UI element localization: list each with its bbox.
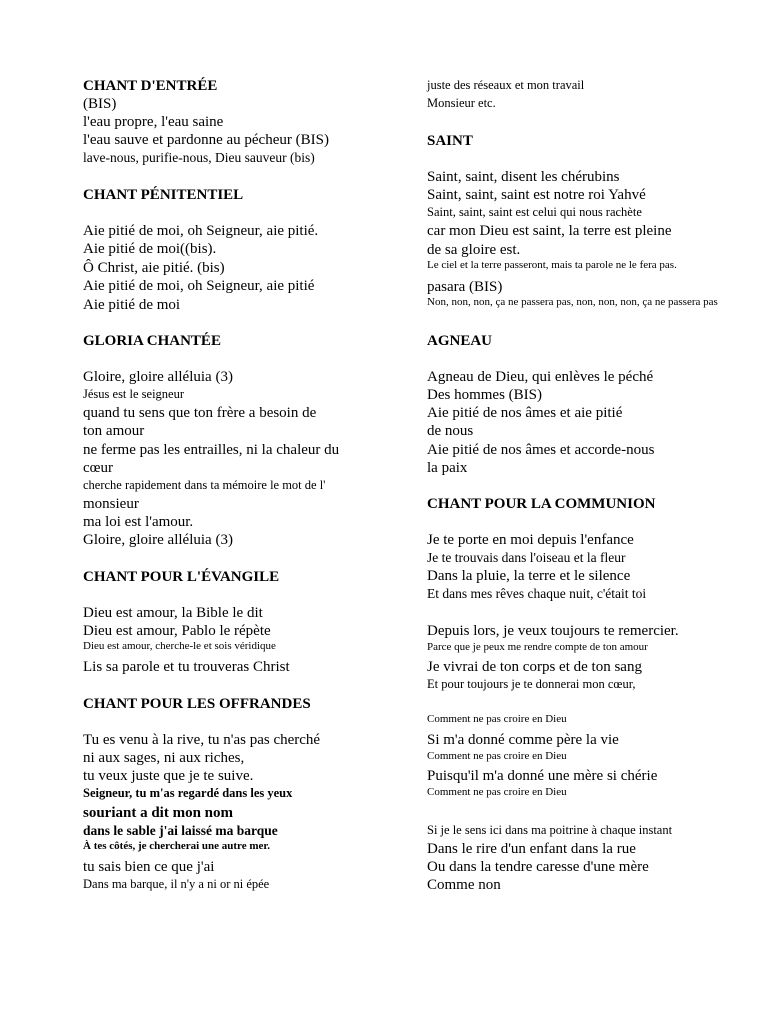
section-title-offrandes: CHANT POUR LES OFFRANDES xyxy=(83,696,311,712)
lyric-line: Gloire, gloire alléluia (3) xyxy=(83,532,233,548)
lyric-line: Seigneur, tu m'as regardé dans les yeux xyxy=(83,786,293,800)
lyric-line: cherche rapidement dans ta mémoire le mot de l' xyxy=(83,478,326,492)
lyric-line: l'eau sauve et pardonne au pécheur (BIS) xyxy=(83,132,329,148)
lyric-line: Aie pitié de moi xyxy=(83,297,181,313)
lyric-line: Dans ma barque, il n'y a ni or ni épée xyxy=(83,877,270,891)
lyric-line: ma loi est l'amour. xyxy=(83,514,194,530)
lyric-line: Jésus est le seigneur xyxy=(83,387,185,401)
lyric-line: ton amour xyxy=(83,423,145,439)
lyric-line: car mon Dieu est saint, la terre est pleine xyxy=(427,223,672,239)
lyric-line: Et dans mes rêves chaque nuit, c'était toi xyxy=(427,586,647,601)
lyric-line: Des hommes (BIS) xyxy=(427,387,542,403)
lyric-line: monsieur xyxy=(83,496,139,512)
lyric-line: souriant a dit mon nom xyxy=(83,805,234,821)
lyric-line: Si m'a donné comme père la vie xyxy=(427,732,619,748)
lyric-line: tu sais bien ce que j'ai xyxy=(83,859,215,875)
lyric-line: Et pour toujours je te donnerai mon cœur, xyxy=(427,677,636,691)
lyric-line: Je te trouvais dans l'oiseau et la fleur xyxy=(427,550,626,565)
lyric-line: Aie pitié de nos âmes et aie pitié xyxy=(427,405,623,421)
lyric-line: Dieu est amour, cherche-le et sois véridique xyxy=(83,640,276,652)
lyric-line: cœur xyxy=(83,460,113,476)
lyric-line: tu veux juste que je te suive. xyxy=(83,768,254,784)
lyric-line: Monsieur etc. xyxy=(427,96,496,110)
lyric-line: Le ciel et la terre passeront, mais ta parole ne le fera pas. xyxy=(427,259,677,271)
lyric-line: Ô Christ, aie pitié. (bis) xyxy=(83,260,225,276)
lyric-line: Je vivrai de ton corps et de ton sang xyxy=(427,659,642,675)
lyric-line: la paix xyxy=(427,460,468,476)
lyric-line: Dans le rire d'un enfant dans la rue xyxy=(427,841,636,857)
lyric-line: Aie pitié de nos âmes et accorde-nous xyxy=(427,442,655,458)
lyric-line: Saint, saint, disent les chérubins xyxy=(427,169,620,185)
lyric-line: Je te porte en moi depuis l'enfance xyxy=(427,532,634,548)
lyric-line: ni aux sages, ni aux riches, xyxy=(83,750,245,766)
section-title-saint: SAINT xyxy=(427,133,473,149)
lyric-line: Tu es venu à la rive, tu n'as pas cherché xyxy=(83,732,321,748)
lyric-line: l'eau propre, l'eau saine xyxy=(83,114,224,130)
section-title-communion: CHANT POUR LA COMMUNION xyxy=(427,496,656,512)
lyric-line: juste des réseaux et mon travail xyxy=(427,78,585,92)
section-title-agneau: AGNEAU xyxy=(427,333,493,349)
lyric-line: Dieu est amour, Pablo le répète xyxy=(83,623,271,639)
lyric-line: ne ferme pas les entrailles, ni la chaleur du xyxy=(83,442,340,458)
section-title-evangile: CHANT POUR L'ÉVANGILE xyxy=(83,569,280,585)
lyric-line: Comment ne pas croire en Dieu xyxy=(427,750,567,762)
lyric-line: Ou dans la tendre caresse d'une mère xyxy=(427,859,649,875)
lyric-line: Comment ne pas croire en Dieu xyxy=(427,786,567,798)
lyric-line: Aie pitié de moi, oh Seigneur, aie pitié xyxy=(83,278,315,294)
lyric-line: (BIS) xyxy=(83,96,117,112)
lyric-line: pasara (BIS) xyxy=(427,279,503,295)
lyric-line: Dans la pluie, la terre et le silence xyxy=(427,568,631,584)
lyric-line: Lis sa parole et tu trouveras Christ xyxy=(83,659,290,675)
lyric-line: Saint, saint, saint est notre roi Yahvé xyxy=(427,187,646,203)
lyric-line: lave-nous, purifie-nous, Dieu sauveur (bis) xyxy=(83,150,315,165)
lyric-line: Aie pitié de moi((bis). xyxy=(83,241,217,257)
lyric-line: Gloire, gloire alléluia (3) xyxy=(83,369,233,385)
lyric-line: Depuis lors, je veux toujours te remercier. xyxy=(427,623,679,639)
lyric-line: Comme non xyxy=(427,877,501,893)
lyric-line: de nous xyxy=(427,423,474,439)
lyric-line: Saint, saint, saint est celui qui nous rachète xyxy=(427,205,642,219)
lyric-line: Aie pitié de moi, oh Seigneur, aie pitié. xyxy=(83,223,319,239)
section-title-chant-penitentiel: CHANT PÉNITENTIEL xyxy=(83,187,244,203)
lyric-line: À tes côtés, je chercherai une autre mer. xyxy=(83,840,271,852)
lyric-line: Parce que je peux me rendre compte de ton amour xyxy=(427,641,648,653)
section-title-gloria: GLORIA CHANTÉE xyxy=(83,333,221,349)
lyric-line: Non, non, non, ça ne passera pas, non, non, non, ça ne passera pas xyxy=(427,296,718,308)
lyric-line: Puisqu'il m'a donné une mère si chérie xyxy=(427,768,658,784)
lyric-line: Comment ne pas croire en Dieu xyxy=(427,713,567,725)
lyric-line: quand tu sens que ton frère a besoin de xyxy=(83,405,317,421)
lyric-line: Dieu est amour, la Bible le dit xyxy=(83,605,263,621)
lyric-line: Si je le sens ici dans ma poitrine à chaque instant xyxy=(427,823,673,837)
lyric-line: dans le sable j'ai laissé ma barque xyxy=(83,823,278,838)
lyric-line: de sa gloire est. xyxy=(427,242,521,258)
section-title-chant-entree: CHANT D'ENTRÉE xyxy=(83,78,218,94)
lyric-line: Agneau de Dieu, qui enlèves le péché xyxy=(427,369,654,385)
